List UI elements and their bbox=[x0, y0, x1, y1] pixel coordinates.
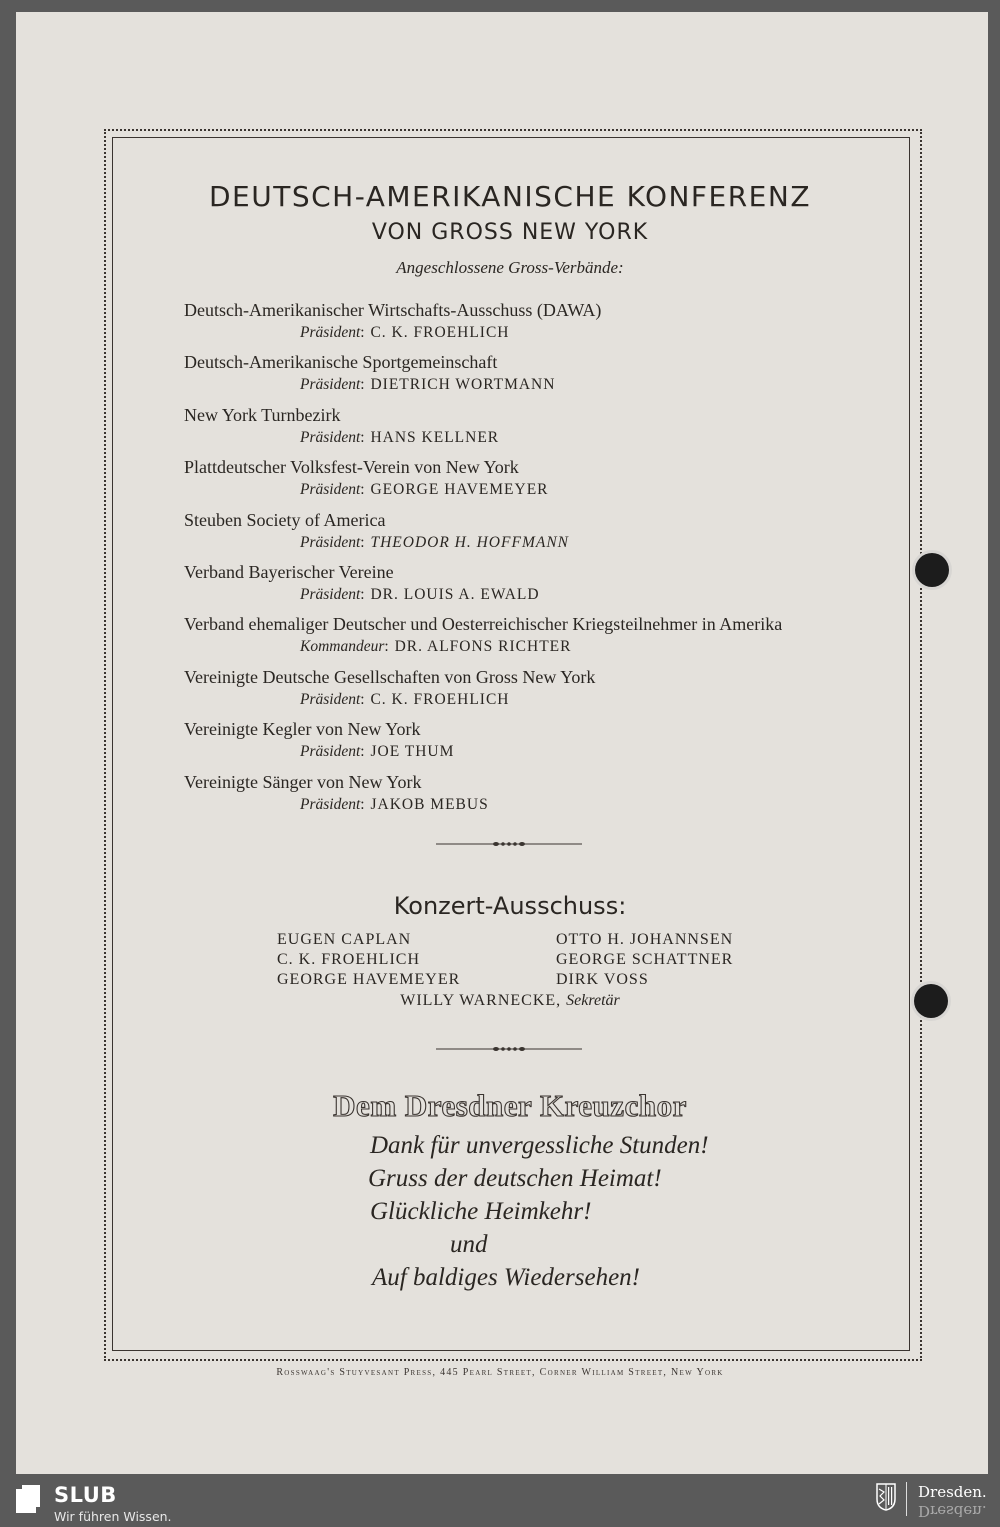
organization-entry bbox=[184, 560, 884, 612]
organization-name: New York Turnbezirk bbox=[184, 404, 341, 425]
ornamental-divider bbox=[436, 841, 582, 847]
leader-role: Präsident bbox=[300, 376, 361, 394]
leader-name: JAKOB MEBUS bbox=[370, 795, 489, 813]
organization-entry bbox=[184, 298, 884, 350]
affiliated-heading: Angeschlossene Gross-Verbände: bbox=[396, 258, 624, 277]
organization-name: Plattdeutscher Volksfest-Verein von New York bbox=[184, 457, 519, 478]
dresden-crest-icon bbox=[876, 1483, 896, 1511]
leader-name: DR. ALFONS RICHTER bbox=[394, 638, 572, 656]
footer-divider bbox=[906, 1482, 907, 1516]
committee-member: OTTO H. JOHANNSEN bbox=[556, 931, 734, 948]
secretary-role: Sekretär bbox=[566, 992, 620, 1009]
organization-name: Verband Bayerischer Vereine bbox=[184, 561, 394, 582]
leader-name: C. K. FROEHLICH bbox=[370, 690, 510, 708]
conference-title: DEUTSCH-AMERIKANISCHE KONFERENZ bbox=[208, 180, 811, 213]
organization-leader: Präsident: C. K. FROEHLICH bbox=[300, 690, 510, 708]
organization-entry bbox=[184, 770, 884, 822]
organization-leader: Präsident: JOE THUM bbox=[300, 743, 455, 761]
leader-role: Präsident bbox=[300, 533, 361, 551]
dedication-line: und bbox=[450, 1231, 488, 1258]
organization-name: Steuben Society of America bbox=[184, 509, 386, 530]
committee-member: GEORGE SCHATTNER bbox=[556, 951, 734, 968]
leader-name: GEORGE HAVEMEYER bbox=[370, 481, 549, 499]
organization-entry bbox=[184, 350, 884, 402]
organization-leader: Präsident: C. K. FROEHLICH bbox=[300, 324, 510, 341]
city-name[interactable]: Dresden. bbox=[918, 1483, 987, 1501]
organization-entry bbox=[184, 717, 884, 769]
dedication-title: Dem Dresdner Kreuzchor bbox=[333, 1088, 687, 1123]
leader-name: DIETRICH WORTMANN bbox=[370, 376, 556, 394]
organization-name: Vereinigte Sänger von New York bbox=[184, 771, 422, 792]
committee-member: EUGEN CAPLAN bbox=[277, 931, 412, 948]
organization-leader: Präsident: DIETRICH WORTMANN bbox=[300, 376, 556, 394]
organization-leader: Präsident: DR. LOUIS A. EWALD bbox=[300, 585, 540, 603]
footer-bar bbox=[0, 1474, 1000, 1527]
committee-secretary bbox=[112, 992, 908, 1010]
organization-entry bbox=[184, 508, 884, 560]
secretary-name: WILLY WARNECKE, bbox=[400, 992, 562, 1009]
leader-name: HANS KELLNER bbox=[370, 428, 500, 446]
leader-role: Präsident bbox=[300, 690, 361, 708]
organization-entry bbox=[184, 403, 884, 455]
city-name-reflection: Dresden. bbox=[918, 1502, 987, 1520]
organization-leader: Präsident: HANS KELLNER bbox=[300, 428, 500, 446]
dedication-line: Dank für unvergessliche Stunden! bbox=[370, 1132, 709, 1159]
leader-role: Kommandeur bbox=[300, 638, 385, 656]
dedication-line: Gruss der deutschen Heimat! bbox=[368, 1165, 662, 1192]
committee-title: Konzert-Ausschuss: bbox=[393, 892, 627, 920]
conference-subtitle: VON GROSS NEW YORK bbox=[371, 220, 649, 245]
leader-role: Präsident bbox=[300, 743, 361, 761]
printer-imprint: Rosswaag's Stuyvesant Press, 445 Pearl Street, Corner William Street, New York bbox=[276, 1367, 724, 1378]
slub-logo-icon bbox=[16, 1485, 40, 1513]
organization-name: Deutsch-Amerikanische Sportgemeinschaft bbox=[184, 352, 498, 373]
committee-member: C. K. FROEHLICH bbox=[277, 951, 421, 968]
organization-leader: Präsident: GEORGE HAVEMEYER bbox=[300, 481, 549, 499]
organization-leader: Präsident: THEODOR H. HOFFMANN bbox=[300, 533, 569, 551]
ornamental-divider bbox=[436, 1046, 582, 1052]
library-name[interactable]: SLUB bbox=[54, 1483, 117, 1507]
organization-name: Deutsch-Amerikanischer Wirtschafts-Ausschuss (DAWA) bbox=[184, 300, 602, 320]
leader-role: Präsident bbox=[300, 795, 361, 813]
committee-right-column bbox=[556, 930, 733, 990]
dedication-line: Auf baldiges Wiedersehen! bbox=[372, 1264, 640, 1291]
organization-name: Verband ehemaliger Deutscher und Oesterreichischer Kriegsteilnehmer in Amerika bbox=[184, 614, 783, 635]
leader-role: Präsident bbox=[300, 585, 361, 603]
organization-entry bbox=[184, 455, 884, 507]
organization-leader: Präsident: JAKOB MEBUS bbox=[300, 795, 489, 813]
leader-role: Präsident bbox=[300, 324, 361, 341]
library-slogan: Wir führen Wissen. bbox=[54, 1509, 172, 1524]
committee-member: GEORGE HAVEMEYER bbox=[277, 971, 461, 988]
leader-role: Präsident bbox=[300, 428, 361, 446]
organization-entry bbox=[184, 612, 884, 664]
committee-left-column bbox=[277, 930, 460, 990]
leader-role: Präsident bbox=[300, 481, 361, 499]
organization-name: Vereinigte Kegler von New York bbox=[184, 719, 421, 740]
leader-name: C. K. FROEHLICH bbox=[370, 324, 510, 341]
organization-list bbox=[184, 298, 884, 822]
organization-leader: Kommandeur: DR. ALFONS RICHTER bbox=[300, 638, 572, 656]
leader-name: DR. LOUIS A. EWALD bbox=[370, 585, 540, 603]
dedication-line: Glückliche Heimkehr! bbox=[370, 1198, 592, 1225]
organization-entry bbox=[184, 665, 884, 717]
leader-name: JOE THUM bbox=[370, 743, 455, 761]
punch-hole bbox=[915, 553, 949, 587]
leader-name: THEODOR H. HOFFMANN bbox=[370, 533, 569, 551]
organization-name: Vereinigte Deutsche Gesellschaften von Gross New York bbox=[184, 666, 596, 687]
committee-member: DIRK VOSS bbox=[556, 971, 649, 988]
punch-hole bbox=[914, 984, 948, 1018]
